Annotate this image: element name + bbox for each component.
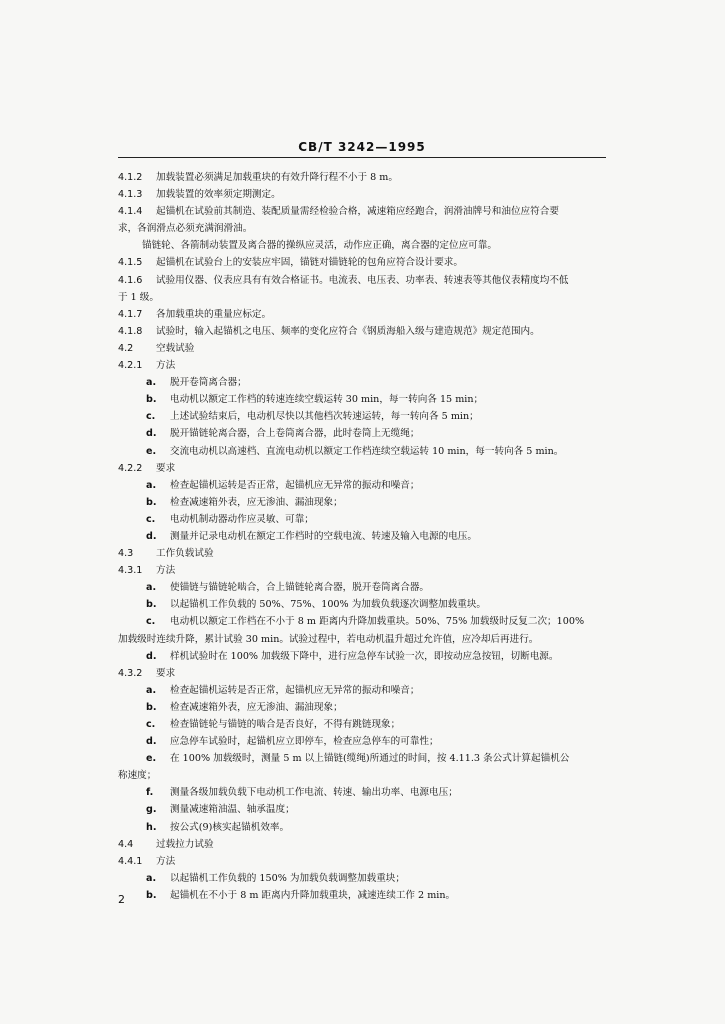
text-line	[118, 477, 606, 494]
item-label: a.	[146, 684, 157, 696]
text-line	[118, 819, 606, 836]
item-label: b.	[146, 701, 157, 713]
line-text: 测量减速箱油温、轴承温度；	[170, 804, 295, 816]
item-label: g.	[146, 804, 157, 816]
line-text: 称速度；	[118, 770, 157, 782]
line-text: 脱开卷筒离合器；	[170, 377, 247, 389]
text-line	[118, 836, 606, 853]
text-line	[118, 665, 606, 682]
clause-number: 4.2	[118, 342, 134, 354]
text-line	[118, 784, 606, 801]
line-text: 要求	[156, 667, 176, 679]
clause-number: 4.1.6	[118, 274, 143, 286]
text-line	[118, 220, 606, 237]
item-label: c.	[146, 513, 156, 525]
text-line	[118, 340, 606, 357]
text-line	[118, 391, 606, 408]
line-text: 脱开锚链轮离合器，合上卷筒离合器，此时卷筒上无缆绳；	[170, 428, 420, 440]
text-line	[118, 870, 606, 887]
line-text: 检查锚链轮与锚链的啮合是否良好，不得有跳链现象；	[170, 719, 401, 730]
line-text: 求，各润滑点必须充满润滑油。	[118, 223, 253, 235]
line-text: 检查减速箱外表，应无渗油、漏油现象；	[170, 701, 343, 713]
line-text: 起锚机在试验台上的安装应牢固，锚链对锚链轮的包角应符合设计要求。	[156, 257, 463, 269]
text-line	[118, 289, 606, 306]
text-line	[118, 494, 606, 511]
text-line	[118, 425, 606, 442]
clause-number: 4.1.7	[118, 308, 143, 320]
item-label: h.	[146, 821, 157, 833]
line-text: 工作负载试验	[156, 548, 214, 560]
item-label: b.	[146, 496, 157, 508]
line-text: 试验用仪器、仪表应具有有效合格证书。电流表、电压表、功率表、转速表等其他仪表精度均不低	[156, 274, 569, 286]
line-text: 在 100% 加载级时，测量 5 m 以上锚链(缆绳)所通过的时间，按 4.11.3 条公式计算起锚机公	[170, 753, 570, 765]
line-text: 方法	[156, 360, 176, 372]
item-label: a.	[146, 582, 157, 594]
item-label: e.	[146, 445, 157, 457]
text-line	[118, 169, 606, 186]
line-text: 起锚机在不小于 8 m 距离内升降加载重块，减速连续工作 2 min。	[170, 889, 456, 901]
text-line	[118, 562, 606, 579]
item-label: c.	[146, 719, 156, 730]
line-text: 上述试验结束后，电动机尽快以其他档次转速运转，每一转向各 5 min；	[170, 411, 479, 423]
item-label: e.	[146, 753, 157, 765]
text-line	[118, 887, 606, 904]
line-text: 锚链轮、各箭制动装置及离合器的操纵应灵活，动作应正确，离合器的定位应可靠。	[142, 240, 497, 252]
item-label: c.	[146, 616, 156, 628]
clause-number: 4.2.1	[118, 360, 143, 372]
text-line	[118, 682, 606, 699]
line-text: 测量并记录电动机在额定工作档时的空载电流、转速及输入电源的电压。	[170, 530, 477, 542]
item-label: a.	[146, 377, 157, 389]
clause-number: 4.1.4	[118, 206, 143, 218]
page-number: 2	[118, 893, 125, 906]
clause-number: 4.1.8	[118, 325, 143, 337]
clause-number: 4.3	[118, 548, 134, 560]
line-text: 测量各级加载负载下电动机工作电流、转速、输出功率、电源电压；	[170, 787, 458, 799]
text-line	[118, 853, 606, 870]
item-label: b.	[146, 889, 157, 901]
line-text: 检查减速箱外表，应无渗油、漏油现象；	[170, 496, 343, 508]
text-line	[118, 716, 606, 733]
text-line	[118, 306, 606, 323]
line-text: 样机试验时在 100% 加载级下降中，进行应急停车试验一次，即按动应急按钮，切断电源。	[170, 650, 559, 662]
text-line	[118, 460, 606, 477]
line-text: 按公式(9)核实起锚机效率。	[170, 821, 290, 833]
text-line	[118, 699, 606, 716]
item-label: d.	[146, 650, 157, 662]
line-text: 加载级时连续升降，累计试验 30 min。试验过程中，若电动机温升超过允许值，应冷却后再进行。	[118, 633, 539, 645]
line-text: 起锚机在试验前其制造、装配质量需经检验合格，减速箱应经跑合，润滑油牌号和油位应符合要	[156, 206, 559, 218]
item-label: b.	[146, 394, 157, 406]
line-text: 应急停车试验时，起锚机应立即停车，检查应急停车的可靠性；	[170, 736, 439, 748]
text-line	[118, 613, 606, 630]
line-text: 加载装置必须满足加载重块的有效升降行程不小于 8 m。	[156, 172, 398, 183]
text-line	[118, 237, 606, 254]
text-line	[118, 579, 606, 596]
document-body	[118, 169, 606, 904]
text-line	[118, 272, 606, 289]
text-line	[118, 323, 606, 340]
text-line	[118, 254, 606, 271]
line-text: 使锚链与锚链轮啮合，合上锚链轮离合器，脱开卷筒离合器。	[170, 582, 430, 594]
clause-number: 4.3.1	[118, 565, 143, 577]
line-text: 电动机以额定工作档的转速连续空载运转 30 min，每一转向各 15 min；	[170, 394, 484, 406]
text-line	[118, 443, 606, 460]
line-text: 以起锚机工作负载的 50%、75%、100% 为加载负载逐次调整加载重块。	[170, 599, 487, 611]
text-line	[118, 545, 606, 562]
line-text: 检查起锚机运转是否正常，起锚机应无异常的振动和噪音；	[170, 684, 420, 696]
line-text: 各加载重块的重量应标定。	[156, 308, 272, 320]
line-text: 试验时，输入起锚机之电压、频率的变化应符合《钢质海船入级与建造规范》规定范围内。	[156, 325, 540, 337]
clause-number: 4.3.2	[118, 667, 143, 679]
header-rule	[118, 157, 606, 158]
text-line	[118, 528, 606, 545]
line-text: 空载试验	[156, 342, 195, 354]
line-text: 方法	[156, 565, 176, 577]
item-label: d.	[146, 428, 157, 440]
line-text: 于 1 级。	[118, 291, 159, 303]
text-line	[118, 203, 606, 220]
text-line	[118, 733, 606, 750]
line-text: 以起锚机工作负载的 150% 为加载负载调整加载重块；	[170, 872, 405, 884]
text-line	[118, 767, 606, 784]
text-line	[118, 408, 606, 425]
text-line	[118, 596, 606, 613]
clause-number: 4.1.3	[118, 189, 143, 201]
clause-number: 4.4	[118, 838, 134, 850]
line-text: 电动机以额定工作档在不小于 8 m 距离内升降加载重块。50%、75% 加载级时反复二次；100%	[170, 616, 585, 628]
clause-number: 4.2.2	[118, 462, 143, 474]
text-line	[118, 631, 606, 648]
item-label: d.	[146, 736, 157, 748]
text-line	[118, 648, 606, 665]
text-line	[118, 357, 606, 374]
item-label: f.	[146, 787, 154, 799]
clause-number: 4.4.1	[118, 855, 143, 867]
text-line	[118, 511, 606, 528]
line-text: 加载装置的效率须定期测定。	[156, 189, 281, 201]
text-line	[118, 750, 606, 767]
line-text: 方法	[156, 855, 176, 867]
standard-code-header: CB/T 3242—1995	[298, 140, 426, 154]
line-text: 要求	[156, 462, 176, 474]
item-label: c.	[146, 411, 156, 423]
line-text: 过载拉力试验	[156, 838, 214, 850]
clause-number: 4.1.5	[118, 257, 143, 269]
item-label: b.	[146, 599, 157, 611]
clause-number: 4.1.2	[118, 172, 143, 183]
text-line	[118, 801, 606, 818]
item-label: a.	[146, 479, 157, 491]
text-line	[118, 374, 606, 391]
line-text: 检查起锚机运转是否正常，起锚机应无异常的振动和噪音；	[170, 479, 420, 491]
line-text: 电动机制动器动作应灵敏、可靠；	[170, 513, 314, 525]
line-text: 交流电动机以高速档、直流电动机以额定工作档连续空载运转 10 min，每一转向各 5 min。	[170, 445, 564, 457]
item-label: a.	[146, 872, 157, 884]
text-line	[118, 186, 606, 203]
item-label: d.	[146, 530, 157, 542]
